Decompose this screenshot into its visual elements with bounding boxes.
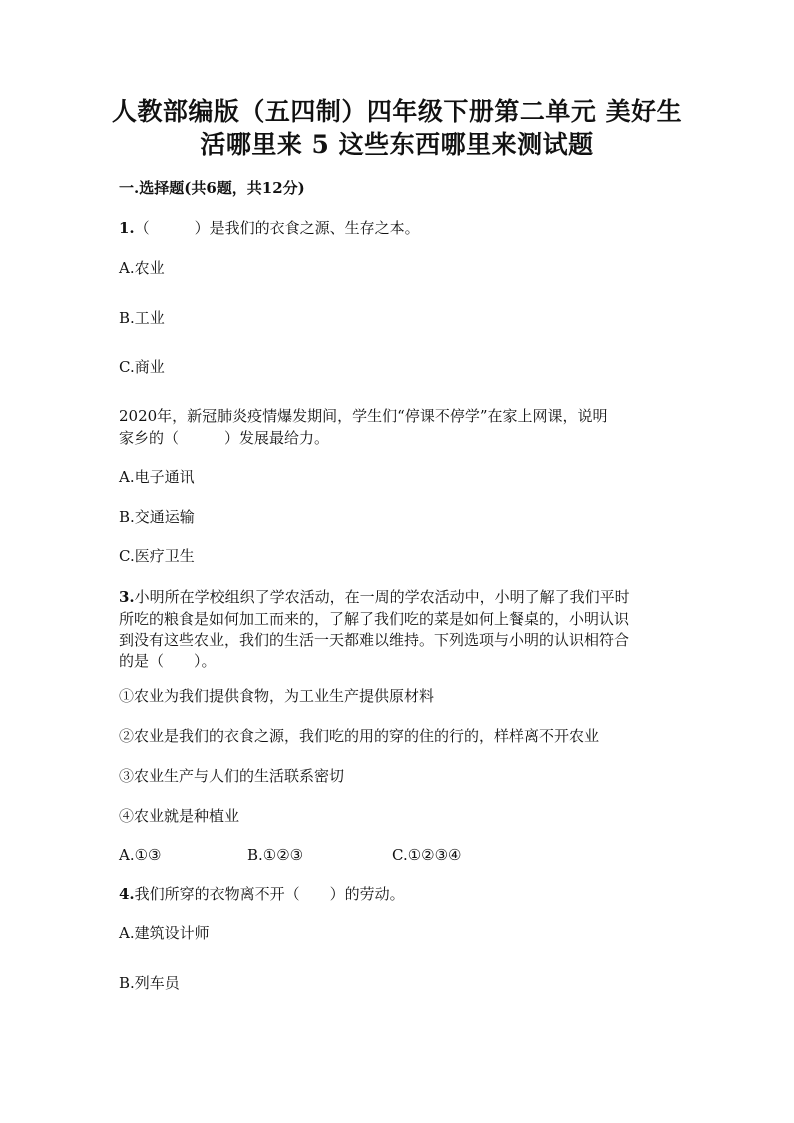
question-4 <box>119 884 679 904</box>
q3-statement-1: ①农业为我们提供食物，为工业生产提供原材料 <box>119 687 435 705</box>
question-text: 2020年，新冠肺炎疫情爆发期间，学生们“停课不停学”在家上网课，说明 <box>119 407 608 425</box>
question-text: 我们所穿的衣物离不开（ ）的劳动。 <box>134 885 405 903</box>
q1-option-b: B.工业 <box>119 309 165 327</box>
question-2-line-2: 家乡的（ ）发展最给力。 <box>119 429 330 447</box>
question-number: 1. <box>119 219 135 237</box>
question-text: 小明所在学校组织了学农活动，在一周的学农活动中，小明了解了我们平时 <box>134 588 630 606</box>
q3-option-c: C.①②③④ <box>392 846 462 864</box>
section-heading: 一.选择题(共6题，共12分) <box>119 179 305 197</box>
q4-option-a: A.建筑设计师 <box>119 924 210 942</box>
question-text: （ ）是我们的衣食之源、生存之本。 <box>134 219 420 237</box>
q3-statement-2: ②农业是我们的衣食之源，我们吃的用的穿的住的行的，样样离不开农业 <box>119 727 600 745</box>
question-number: 4. <box>119 885 135 903</box>
question-3 <box>119 587 679 607</box>
q2-option-a: A.电子通讯 <box>119 468 195 486</box>
q3-option-b: B.①②③ <box>247 846 304 864</box>
q2-option-b: B.交通运输 <box>119 508 195 526</box>
document-title-line-2: 活哪里来 5 这些东西哪里来测试题 <box>200 130 594 159</box>
q2-option-c: C.医疗卫生 <box>119 547 195 565</box>
q3-option-a: A.①③ <box>119 846 162 864</box>
question-2-line-1 <box>119 406 679 426</box>
q3-statement-4: ④农业就是种植业 <box>119 807 240 825</box>
q3-statement-3: ③农业生产与人们的生活联系密切 <box>119 767 345 785</box>
question-3-line-3: 到没有这些农业，我们的生活一天都难以维持。下列选项与小明的认识相符合 <box>119 631 630 649</box>
question-1 <box>119 218 679 238</box>
question-number: 3. <box>119 588 135 606</box>
document-title-line-1: 人教部编版（五四制）四年级下册第二单元 美好生 <box>111 97 683 126</box>
q1-option-c: C.商业 <box>119 358 165 376</box>
question-3-line-4: 的是（ ）。 <box>119 652 217 670</box>
q1-option-a: A.农业 <box>119 259 165 277</box>
q4-option-b: B.列车员 <box>119 974 180 992</box>
q3-options-row <box>0 845 794 865</box>
question-3-line-2: 所吃的粮食是如何加工而来的，了解了我们吃的菜是如何上餐桌的，小明认识 <box>119 610 630 628</box>
